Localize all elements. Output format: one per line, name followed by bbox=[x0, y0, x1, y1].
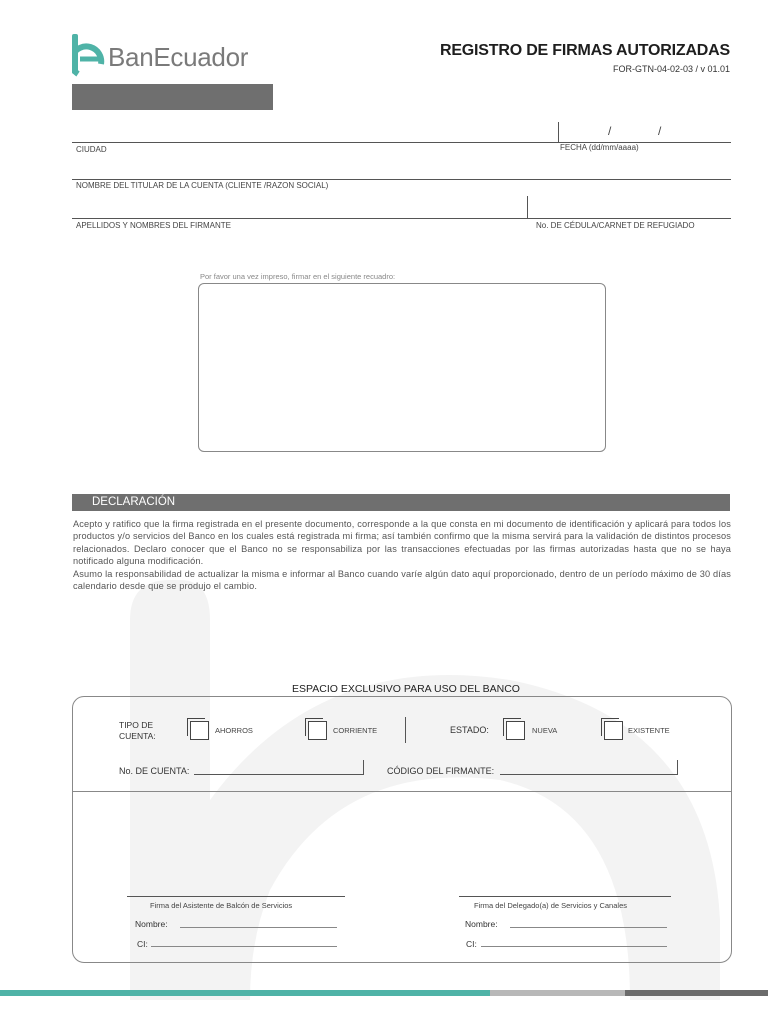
bank-section-title: ESPACIO EXCLUSIVO PARA USO DEL BANCO bbox=[292, 683, 520, 695]
existente-label: EXISTENTE bbox=[628, 726, 670, 735]
corriente-label: CORRIENTE bbox=[333, 726, 378, 735]
titular-line[interactable] bbox=[72, 179, 731, 180]
delegado-ci-field[interactable] bbox=[481, 946, 667, 947]
ahorros-label: AHORROS bbox=[215, 726, 253, 735]
codigo-firmante-tick bbox=[677, 760, 678, 774]
bank-section-box bbox=[72, 696, 732, 963]
cedula-label: No. DE CÉDULA/CARNET DE REFUGIADO bbox=[536, 221, 695, 230]
delegado-ci-label: CI: bbox=[466, 939, 477, 949]
footer-bar-light bbox=[490, 990, 625, 996]
no-cuenta-field[interactable] bbox=[194, 774, 364, 775]
footer-bar-dark bbox=[625, 990, 768, 996]
fecha-divider bbox=[558, 122, 559, 142]
asistente-ci-label: CI: bbox=[137, 939, 148, 949]
brand-name: BanEcuador bbox=[108, 42, 249, 72]
no-cuenta-label: No. DE CUENTA: bbox=[119, 766, 190, 776]
nueva-label: NUEVA bbox=[532, 726, 558, 735]
signature-hint: Por favor una vez impreso, firmar en el siguiente recuadro: bbox=[200, 272, 396, 281]
titular-label: NOMBRE DEL TITULAR DE LA CUENTA (CLIENTE /RAZON SOCIAL) bbox=[76, 181, 329, 190]
asistente-nombre-field[interactable] bbox=[180, 927, 337, 928]
signature-box[interactable] bbox=[198, 283, 606, 452]
ciudad-label: CIUDAD bbox=[76, 145, 107, 154]
date-slash-2: / bbox=[658, 124, 662, 138]
delegado-nombre-field[interactable] bbox=[510, 927, 667, 928]
corriente-checkbox[interactable] bbox=[308, 721, 327, 740]
fecha-label: FECHA (dd/mm/aaaa) bbox=[560, 143, 639, 152]
codigo-firmante-field[interactable] bbox=[500, 774, 678, 775]
estado-label: ESTADO: bbox=[450, 725, 489, 735]
asistente-signature-line[interactable] bbox=[127, 896, 345, 897]
delegado-signature-label: Firma del Delegado(a) de Servicios y Canales bbox=[474, 901, 627, 910]
delegado-signature-line[interactable] bbox=[459, 896, 671, 897]
form-code: FOR-GTN-04-02-03 / v 01.01 bbox=[612, 64, 730, 74]
declaration-title: DECLARACIÓN bbox=[92, 496, 176, 508]
firmante-label: APELLIDOS Y NOMBRES DEL FIRMANTE bbox=[76, 221, 232, 230]
asistente-signature-label: Firma del Asistente de Balcón de Servicios bbox=[150, 901, 293, 910]
ahorros-checkbox[interactable] bbox=[190, 721, 209, 740]
declaration-text: Acepto y ratifico que la firma registrada en el presente documento, corresponde a la que consta en mi documento de identificación y aplicará para todos los productos y/o servicios del Banco en los cuales está registrada mi firma; así también confirmo que la misma servirá para la validación de distintos procesos relacionados. Declaro conocer que el Banco no se responsabiliza por las transacciones efectuadas por las firmas autorizadas hasta que no se haya notificado alguna modificación. Asumo la responsabilidad de actualizar la misma e informar al Banco cuando varíe algún dato aquí proporcionado, dentro de un período máximo de 30 días calendario desde que se produjo el cambio. bbox=[73, 519, 731, 592]
codigo-firmante-label: CÓDIGO DEL FIRMANTE: bbox=[387, 766, 495, 776]
page-title: REGISTRO DE FIRMAS AUTORIZADAS bbox=[439, 42, 730, 59]
brand-bar bbox=[72, 84, 273, 110]
bank-divider bbox=[405, 717, 406, 743]
tipo-cuenta-label: TIPO DE CUENTA: bbox=[119, 720, 156, 741]
asistente-nombre-label: Nombre: bbox=[135, 919, 168, 929]
existente-checkbox[interactable] bbox=[604, 721, 623, 740]
bank-inner-divider bbox=[73, 791, 731, 792]
asistente-ci-field[interactable] bbox=[151, 946, 337, 947]
cedula-divider bbox=[527, 196, 528, 218]
footer-bar-teal bbox=[0, 990, 490, 996]
delegado-nombre-label: Nombre: bbox=[465, 919, 498, 929]
date-slash-1: / bbox=[608, 124, 612, 138]
firmante-line[interactable] bbox=[72, 218, 731, 219]
no-cuenta-tick bbox=[363, 760, 364, 774]
nueva-checkbox[interactable] bbox=[506, 721, 525, 740]
